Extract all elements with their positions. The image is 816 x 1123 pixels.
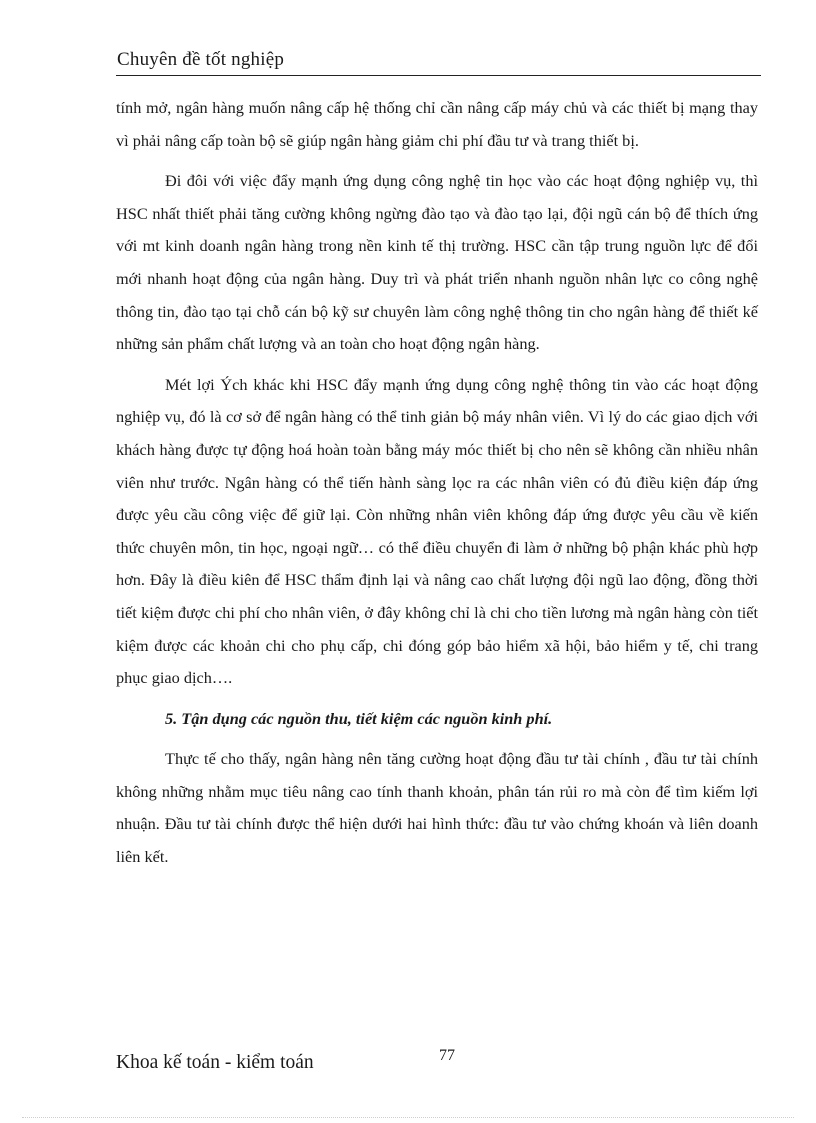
section-heading: 5. Tận dụng các nguồn thu, tiết kiệm các nguồn kinh phí. <box>165 708 553 728</box>
footer-department: Khoa kế toán - kiểm toán <box>116 1052 314 1073</box>
page-number: 77 <box>439 1047 455 1064</box>
page-body <box>116 92 758 874</box>
page-bottom-divider <box>22 1117 794 1118</box>
paragraph-staff-benefits: Mét lợi Ých khác khi HSC đẩy mạnh ứng dụng công nghệ thông tin vào các hoạt động nghiệp vụ, đó là cơ sở để ngân hàng có thể tinh giản bộ máy nhân viên. Vì lý do các giao dịch với khách hàng được tự động hoá hoàn toàn bằng máy móc thiết bị cho nên sẽ không cần nhiều nhân viên như trước. Ngân hàng có thể tiến hành sàng lọc ra các nhân viên có đủ điều kiện đáp ứng được yêu cầu công việc để giữ lại. Còn những nhân viên không đáp ứng được yêu cầu về kiến thức chuyên môn, tin học, ngoại ngữ… có thể điều chuyển đi làm ở những bộ phận khác phù hợp hơn. Đây là điều kiên để HSC thẩm định lại và nâng cao chất lượng đội ngũ lao động, đồng thời tiết kiệm được chi phí cho nhân viên, ở đây không chỉ là chi cho tiền lương mà ngân hàng còn tiết kiệm được các khoản chi cho phụ cấp, chi đóng góp bảo hiểm xã hội, bảo hiểm y tế, chi trang phục giao dịch…. <box>116 374 758 688</box>
paragraph-training: Đi đôi với việc đẩy mạnh ứng dụng công nghệ tin học vào các hoạt động nghiệp vụ, thì HSC nhất thiết phải tăng cường không ngừng đào tạo và đào tạo lại, đội ngũ cán bộ để thích ứng với mt kinh doanh ngân hàng trong nền kinh tế thị trường. HSC cần tập trung nguồn lực để đổi mới nhanh hoạt động của ngân hàng. Duy trì và phát triển nhanh nguồn nhân lực co công nghệ thông tin, đào tạo tại chỗ cán bộ kỹ sư chuyên làm công nghệ thông tin cho ngân hàng để thiết kế những sản phẩm chất lượng và an toàn cho hoạt động ngân hàng. <box>116 171 758 354</box>
paragraph-continuation: tính mở, ngân hàng muốn nâng cấp hệ thống chỉ cần nâng cấp máy chủ và các thiết bị mạng thay vì phải nâng cấp toàn bộ sẽ giúp ngân hàng giảm chi phí đầu tư và trang thiết bị. <box>116 98 758 150</box>
page-header <box>116 47 761 76</box>
page-footer <box>116 1047 761 1087</box>
header-title: Chuyên đề tốt nghiệp <box>117 49 285 70</box>
paragraph-financial-investment: Thực tế cho thấy, ngân hàng nên tăng cường hoạt động đầu tư tài chính , đầu tư tài chính không những nhằm mục tiêu nâng cao tính thanh khoản, phân tán rủi ro mà còn để tìm kiếm lợi nhuận. Đầu tư tài chính được thể hiện dưới hai hình thức: đầu tư vào chứng khoán và liên doanh liên kết. <box>116 749 758 867</box>
